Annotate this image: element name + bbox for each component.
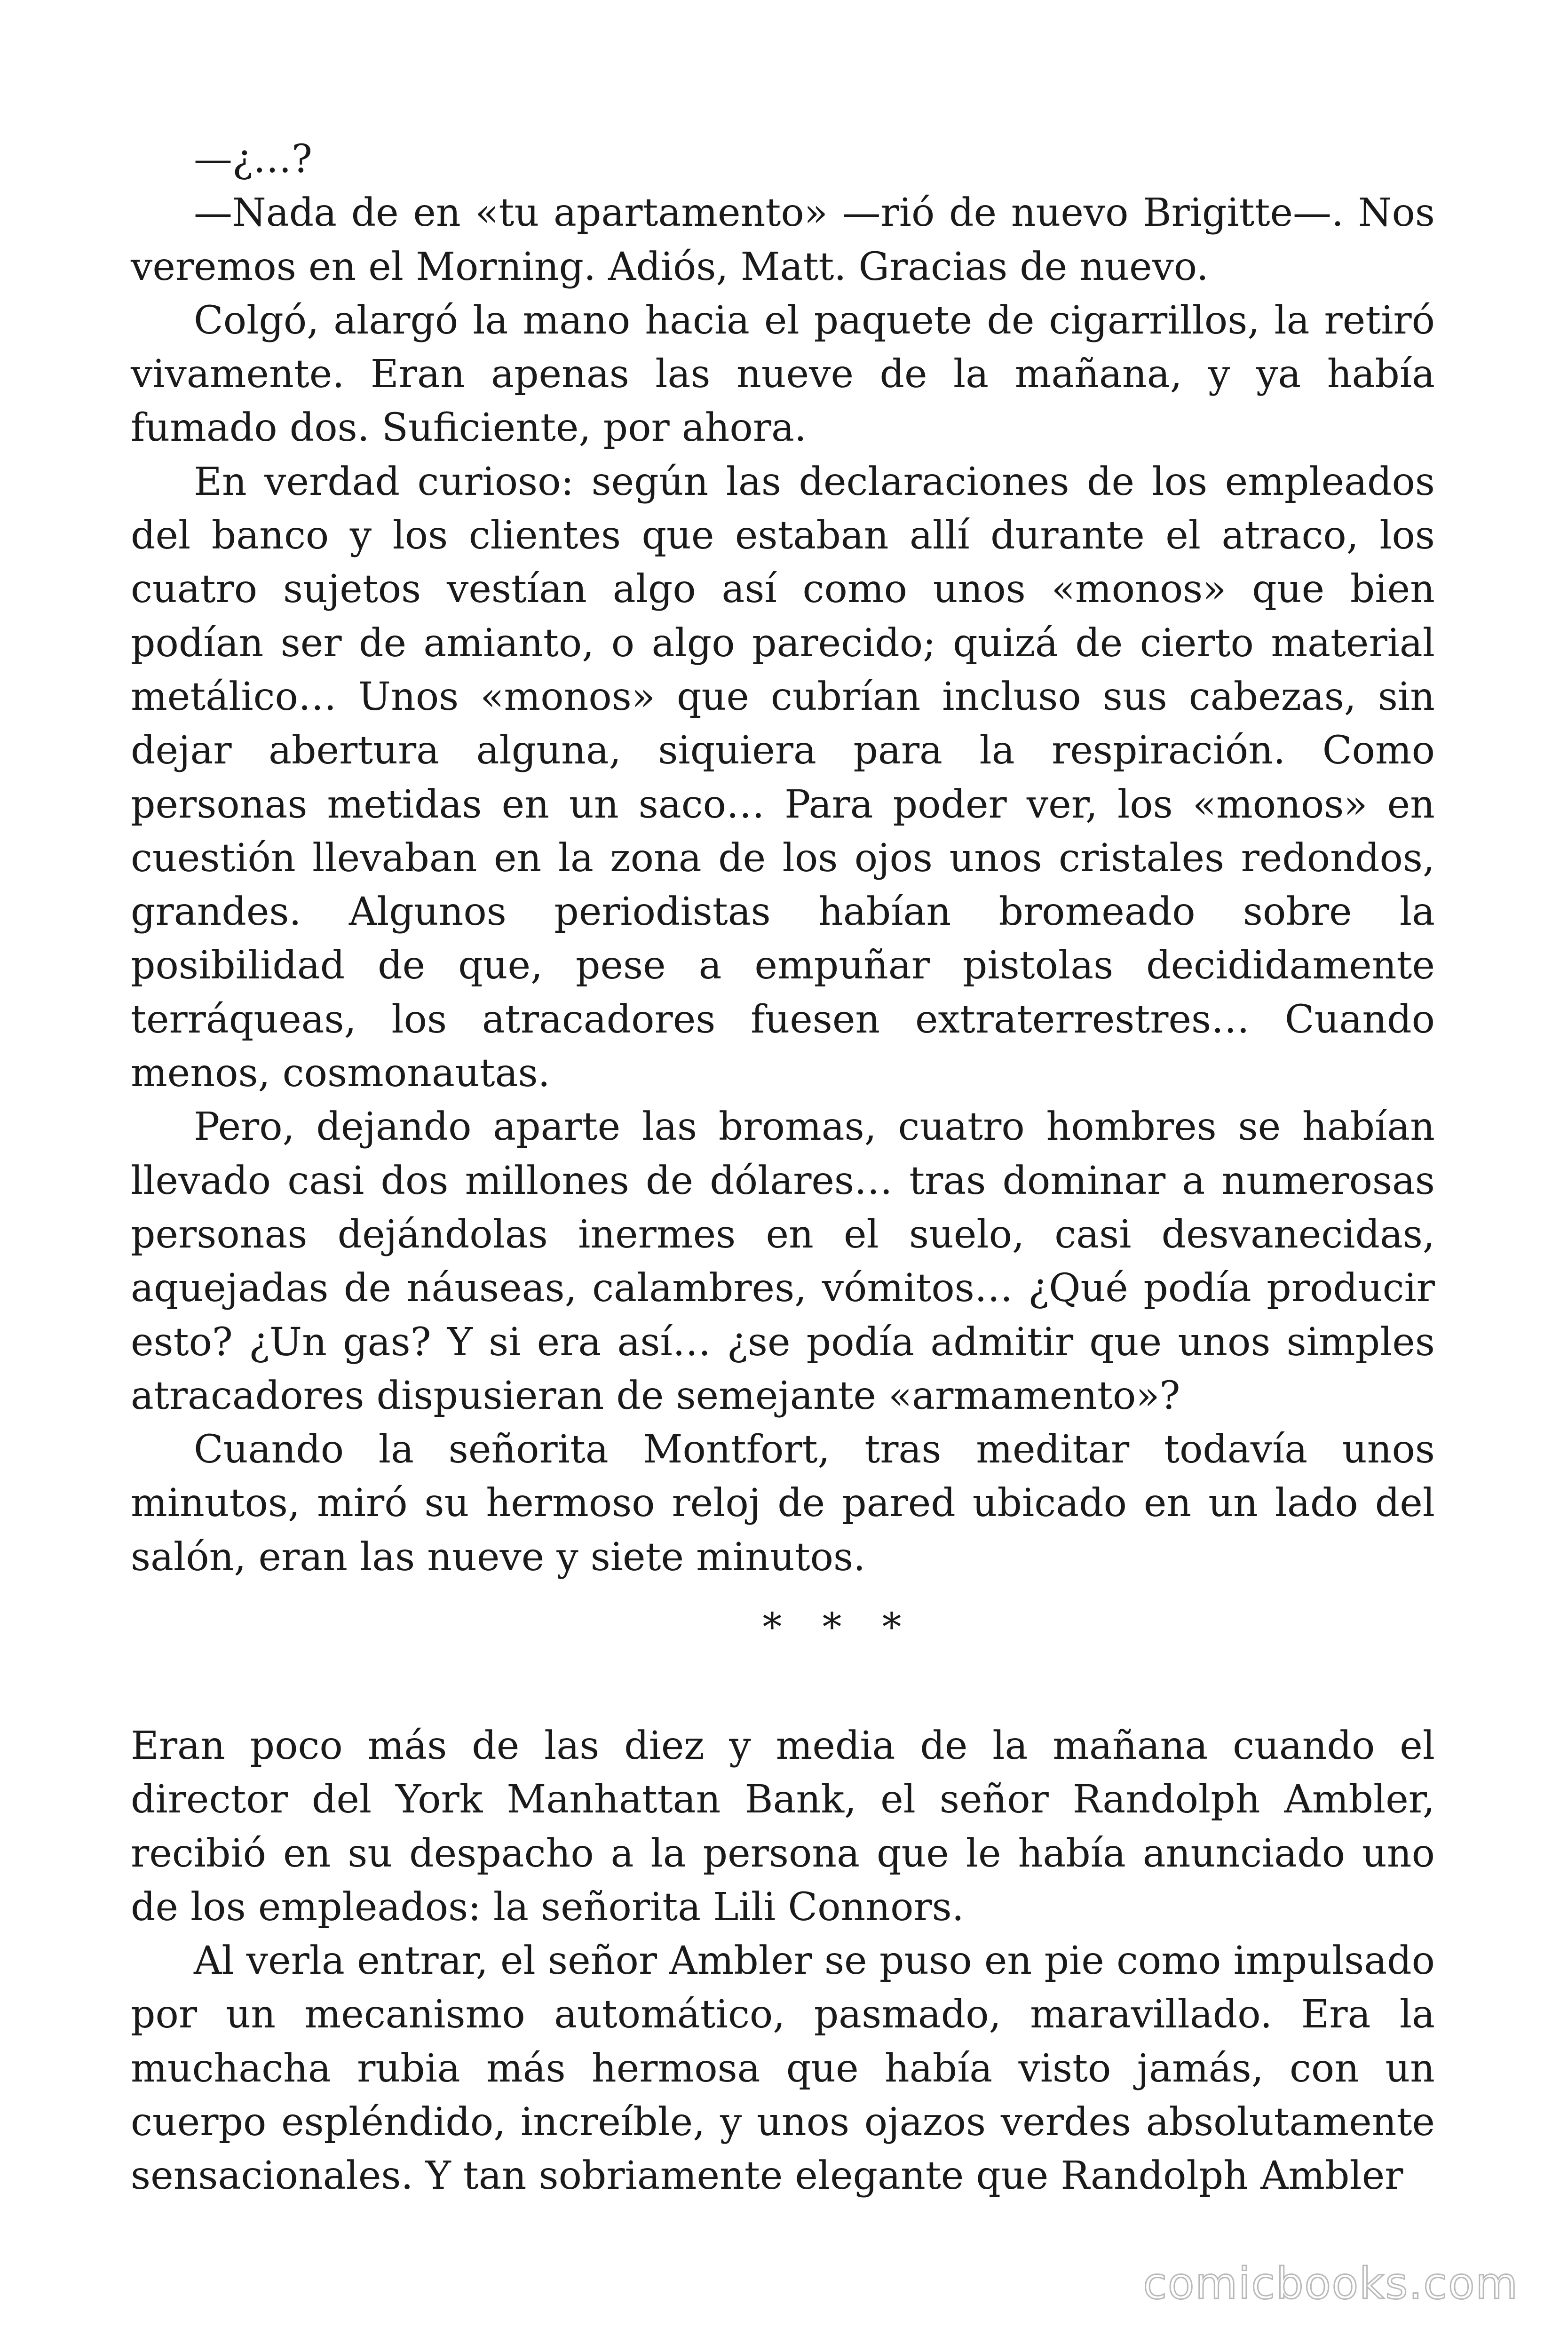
text-section-bottom [131, 1719, 1435, 2203]
text-section-top [131, 133, 1435, 1584]
paragraph: Colgó, alargó la mano hacia el paquete de cigarrillos, la retiró vivamente. Eran apenas las nueve de la mañana, y ya había fumado dos. Suficiente, por ahora. [131, 298, 1435, 451]
paragraph: Al verla entrar, el señor Ambler se puso en pie como impulsado por un mecanismo automático, pasmado, maravillado. Era la muchacha rubia más hermosa que había visto jamás, con un cuerpo espléndido, increíble, y unos ojazos verdes absolutamente sensacionales. Y tan sobriamente elegante que Randolph Ambler [131, 1939, 1435, 2199]
paragraph: —Nada de en «tu apartamento» —rió de nuevo Brigitte—. Nos veremos en el Morning. Adiós, Matt. Gracias de nuevo. [131, 191, 1435, 289]
paragraph: Eran poco más de las diez y media de la mañana cuando el director del York Manhattan Bank, el señor Randolph Ambler, recibió en su despacho a la persona que le había anunciado uno de los empleados: la señorita Lili Connors. [131, 1724, 1435, 1930]
watermark-text: comicbooks.com [1143, 2258, 1519, 2309]
paragraph: —¿…? [194, 137, 312, 182]
section-separator: * * * [762, 1605, 916, 1650]
paragraph: Pero, dejando aparte las bromas, cuatro hombres se habían llevado casi dos millones de dólares… tras dominar a numerosas personas dejándolas inermes en el suelo, casi desvanecidas, aquejadas de náuseas, calambres, vómitos… ¿Qué podía producir esto? ¿Un gas? Y si era así… ¿se podía admitir que unos simples atracadores dispusieran de semejante «armamento»? [131, 1104, 1435, 1418]
paragraph: En verdad curioso: según las declaraciones de los empleados del banco y los clientes que estaban allí durante el atraco, los cuatro sujetos vestían algo así como unos «monos» que bien podían ser de amianto, o algo parecido; quizá de cierto material metálico… Unos «monos» que cubrían incluso sus cabezas, sin dejar abertura alguna, siquiera para la respiración. Como personas metidas en un saco… Para poder ver, los «monos» en cuestión llevaban en la zona de los ojos unos cristales redondos, grandes. Algunos periodistas habían bromeado sobre la posibilidad de que, pese a empuñar pistolas decididamente terráqueas, los atracadores fuesen extraterrestres… Cuando menos, cosmonautas. [131, 459, 1435, 1096]
paragraph: Cuando la señorita Montfort, tras meditar todavía unos minutos, miró su hermoso reloj de pared ubicado en un lado del salón, eran las nueve y siete minutos. [131, 1427, 1435, 1580]
